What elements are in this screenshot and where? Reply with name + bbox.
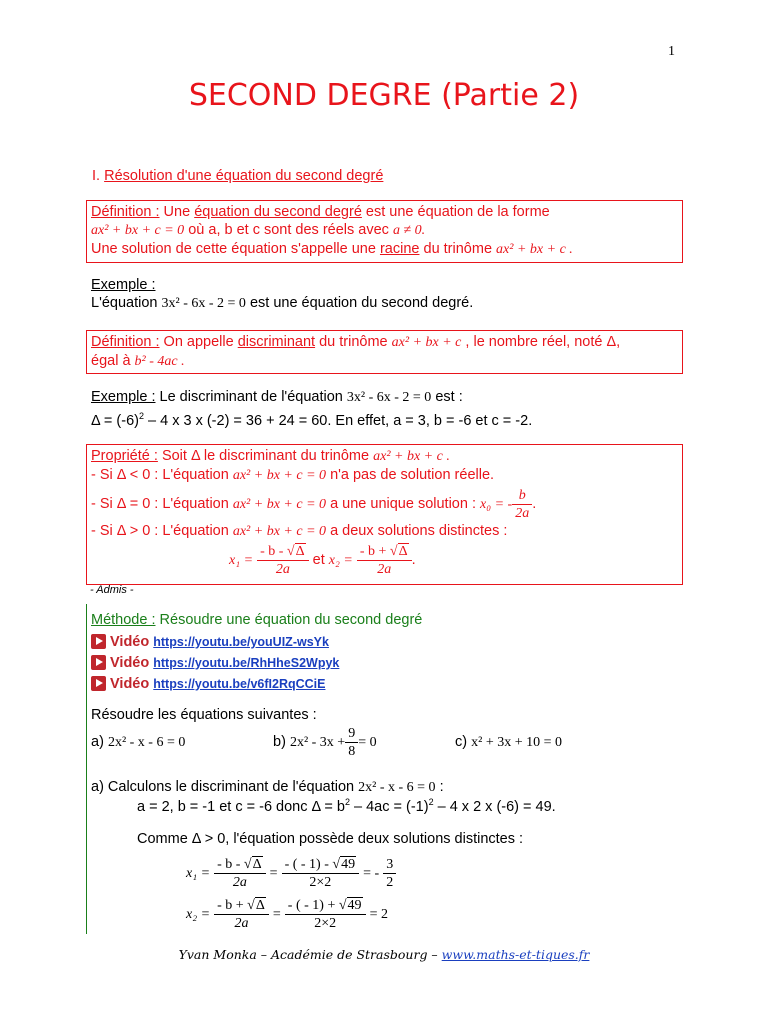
exercise-b-equation-start: 2x² - 3x +: [289, 735, 346, 750]
exercise-c-equation: x² + 3x + 10 = 0: [471, 735, 563, 750]
footer-text: Yvan Monka – Académie de Strasbourg –: [178, 947, 438, 962]
section-number: I.: [92, 168, 101, 184]
def1-text1: Une: [163, 204, 191, 220]
prop-x2-end: .: [411, 552, 416, 568]
prop-et: et: [312, 552, 325, 568]
video-link-3[interactable]: https://youtu.be/v6fI2RqCCiE: [153, 677, 326, 691]
solution-x2: x₂ = $\frac{- b + √\Delta}{2a}$ = $\frac{- ( - 1) + √49}{2\times 2}$ = 2: [186, 897, 388, 931]
def2-trinome: ax² + bx + c: [391, 335, 462, 350]
play-icon[interactable]: [91, 676, 106, 691]
def2-text2: du trinôme: [319, 334, 388, 350]
section-title: Résolution d'une équation du second degré: [104, 168, 384, 184]
solution-colon: :: [439, 779, 444, 795]
prop-x0-den: 2a: [515, 505, 530, 521]
page-number: 1: [668, 44, 675, 59]
method-title: Résoudre une équation du second degré: [159, 612, 423, 628]
def1-text5: du trinôme: [423, 241, 493, 257]
play-icon[interactable]: [91, 655, 106, 670]
prop-x1-fraction: [257, 543, 309, 578]
def2-text1: On appelle: [163, 334, 234, 350]
example1-text1: L'équation: [91, 295, 158, 311]
prop-equation-2: ax² + bx + c = 0: [232, 497, 327, 512]
exercise-b-den: 8: [348, 743, 356, 759]
play-icon[interactable]: [91, 634, 106, 649]
example1: [91, 276, 691, 316]
example2-equation: 3x² - 6x - 2 = 0: [346, 390, 432, 405]
video-label: Vidéo: [110, 676, 150, 692]
exercise-a-label: a): [91, 734, 104, 750]
def1-term-racine: racine: [379, 241, 420, 257]
solution-x1-frac1: $\frac{- b - √\Delta}{2a}$: [214, 856, 266, 891]
example1-equation: 3x² - 6x - 2 = 0: [161, 296, 246, 311]
video-item: [91, 676, 491, 697]
solution-x1-result: $\frac{3}{2}$: [383, 856, 396, 891]
footer: [0, 947, 768, 962]
method-heading: [91, 612, 422, 628]
prop-x1: x₁ =: [229, 553, 254, 568]
method-label: Méthode :: [91, 612, 156, 628]
def2-label: Définition :: [91, 334, 160, 350]
video-item: [91, 634, 491, 655]
solution-x1-frac2: $\frac{- ( - 1) - √49}{2\times 2}$: [282, 856, 360, 891]
exercise-c: [455, 734, 562, 751]
example2-text1: Le discriminant de l'équation: [159, 389, 343, 405]
solution-intro: [91, 779, 444, 796]
example2-text2: est :: [435, 389, 463, 405]
def1-formula: ax² + bx + c = 0: [91, 223, 185, 238]
solution-x2-frac1: $\frac{- b + √\Delta}{2a}$: [214, 897, 269, 932]
page-title: SECOND DEGRE (Partie 2): [188, 78, 580, 113]
prop-x0-fraction: [512, 487, 532, 522]
admis-note: - Admis -: [90, 584, 134, 596]
solution-x2-frac2: $\frac{- ( - 1) + √49}{2\times 2}$: [285, 897, 366, 932]
solution-x2-label: x₂ =: [186, 907, 211, 922]
prop-result3: a deux solutions distinctes :: [330, 523, 508, 539]
video-link-1[interactable]: https://youtu.be/youUIZ-wsYk: [153, 635, 329, 649]
def1-term: équation du second degré: [194, 204, 362, 220]
def2-formula: b² - 4ac .: [134, 354, 185, 369]
section-heading: [92, 168, 383, 184]
definition-discriminant-box: [86, 330, 683, 374]
exercise-b-fraction: [345, 725, 358, 760]
prop-result2: a une unique solution :: [330, 496, 476, 512]
prop-x2: x₂ =: [328, 553, 353, 568]
exercise-b-num: 9: [345, 725, 358, 743]
prop-case2: - Si Δ = 0 : L'équation: [91, 496, 229, 512]
def1-trinome: ax² + bx + c .: [496, 242, 573, 257]
prop-x0-num: b: [512, 487, 532, 505]
solution-equation: 2x² - x - 6 = 0: [358, 780, 436, 795]
example2: [91, 388, 711, 428]
method-side-bar: [86, 604, 87, 934]
def2-text3: , le nombre réel, noté Δ,: [465, 334, 621, 350]
exercise-b: [273, 722, 377, 763]
prop-equation-1: ax² + bx + c = 0: [232, 468, 327, 483]
def1-text3: où a, b et c sont des réels avec: [188, 222, 389, 238]
video-list: [91, 634, 491, 697]
exercise-a: [91, 734, 185, 751]
exercise-intro: Résoudre les équations suivantes :: [91, 707, 317, 723]
property-box: [86, 444, 683, 585]
prop-result1: n'a pas de solution réelle.: [330, 467, 495, 483]
prop-equation-3: ax² + bx + c = 0: [232, 524, 327, 539]
solution-conclusion: Comme Δ > 0, l'équation possède deux solutions distinctes :: [137, 831, 524, 847]
exercise-b-equation-end: = 0: [358, 735, 377, 750]
prop-text1: Soit Δ le discriminant du trinôme: [161, 448, 370, 464]
video-item: [91, 655, 491, 676]
solution-x1: x₁ = $\frac{- b - √\Delta}{2a}$ = $\frac{- ( - 1) - √49}{2\times 2}$ = - $\frac{3}{2}$: [186, 853, 396, 894]
video-label: Vidéo: [110, 655, 150, 671]
prop-x2-den: 2a: [377, 561, 392, 577]
exercise-b-label: b): [273, 734, 286, 750]
example1-label: Exemple :: [91, 277, 156, 293]
prop-case3: - Si Δ > 0 : L'équation: [91, 523, 229, 539]
video-link-2[interactable]: https://youtu.be/RhHheS2Wpyk: [153, 656, 340, 670]
solution-x1-label: x₁ =: [186, 866, 211, 881]
exercise-c-label: c): [455, 734, 468, 750]
example1-text2: est une équation du second degré.: [249, 295, 474, 311]
prop-x2-fraction: [357, 543, 412, 578]
example2-calc1: Δ = (-6): [91, 412, 139, 429]
prop-x2-num: - b + √Δ: [357, 543, 412, 561]
prop-x0-end: .: [532, 496, 537, 512]
prop-x0: x₀ = -: [480, 497, 513, 512]
solution-discriminant: a = 2, b = -1 et c = -6 donc $\Delta = b^2 - 4ac = (-1)^2 - 4$ x 2 x (-6) = 49.: [137, 797, 556, 815]
prop-x1-den: 2a: [275, 561, 290, 577]
def2-term: discriminant: [237, 334, 316, 350]
prop-case1: - Si Δ < 0 : L'équation: [91, 467, 229, 483]
def1-text4: Une solution de cette équation s'appelle une: [91, 241, 376, 257]
prop-label: Propriété :: [91, 448, 158, 464]
solution-text1: a) Calculons le discriminant de l'équation: [91, 779, 355, 795]
definition-equation-box: [86, 200, 683, 263]
video-label: Vidéo: [110, 634, 150, 650]
example2-calc2: – 4 x 3 x (-2) = 36 + 24 = 60. En effet, a = 3, b = -6 et c = -2.: [143, 412, 533, 429]
prop-x1-num: - b - √Δ: [257, 543, 309, 561]
example2-exponent: 2: [138, 411, 144, 421]
def1-condition: a ≠ 0.: [392, 223, 426, 238]
def1-text2: est une équation de la forme: [365, 204, 550, 220]
example2-label: Exemple :: [91, 389, 156, 405]
prop-trinome: ax² + bx + c .: [373, 449, 450, 464]
def2-text4: égal à: [91, 353, 131, 369]
footer-link[interactable]: www.maths-et-tiques.fr: [441, 947, 590, 962]
def1-label: Définition :: [91, 204, 160, 220]
exercise-a-equation: 2x² - x - 6 = 0: [107, 735, 186, 750]
